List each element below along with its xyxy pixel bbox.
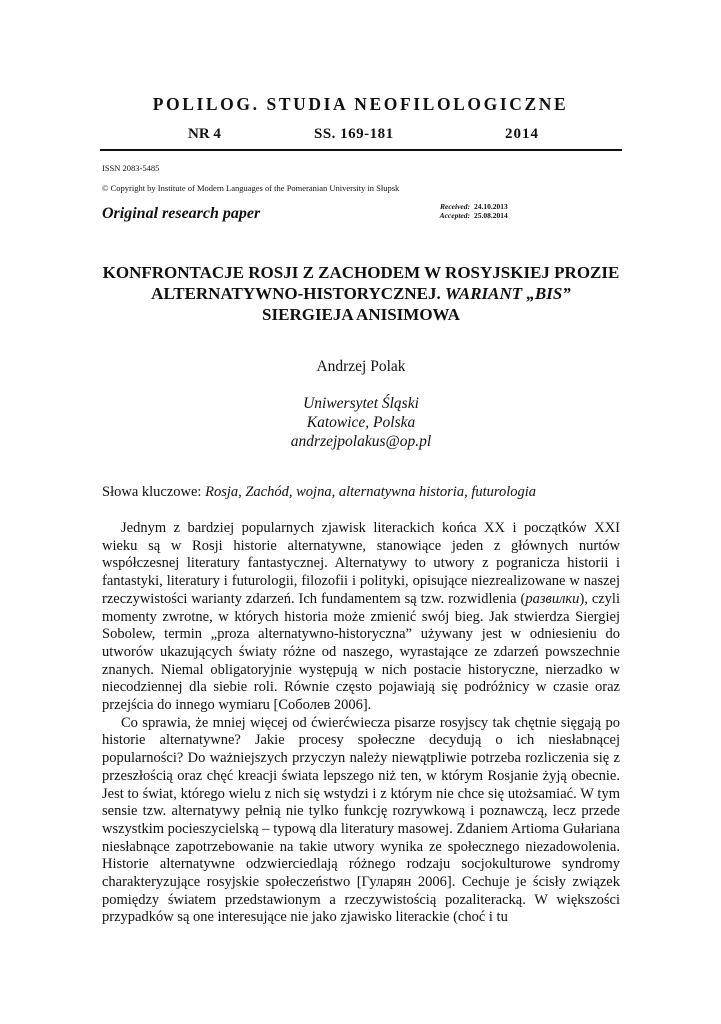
affiliation-university: Uniwersytet Śląski — [303, 395, 419, 412]
keywords — [102, 484, 536, 501]
copyright-notice: © Copyright by Institute of Modern Languages of the Pomeranian University in Słupsk — [102, 183, 400, 193]
affiliation — [100, 394, 622, 451]
paragraph-1-text-b: ), czyli momenty zwrotne, w których historia może zmienić swój bieg. Jak stwierdza Siergiej Sobolew, termin „proza alternatywno-historyczna” używany jest w odniesieniu do utworów ukazujących światy różne od naszego, wyrastające ze zdarzeń powszechnie znanych. Niemal obligatoryjnie występują w nich postacie historyczne, nierzadko w niecodziennej dla siebie roli. Równie często pojawiają się podróżnicy w czasie oraz przejścia do innego wymiaru [Соболев 2006]. — [102, 590, 620, 714]
title-part-1: KONFRONTACJE ROSJI Z ZACHODEM W ROSYJSKIEJ PROZIE ALTERNATYWNO-HISTORYCZNEJ. — [102, 263, 620, 303]
header-rule — [100, 149, 622, 151]
page-range: SS. 169-181 — [314, 126, 394, 142]
keywords-label: Słowa kluczowe: — [102, 484, 202, 500]
affiliation-email: andrzejpolakus@op.pl — [290, 433, 432, 450]
affiliation-city: Katowice, Polska — [306, 414, 416, 431]
issue-year: 2014 — [505, 126, 539, 142]
paragraph-1-russian-term: развилки — [525, 590, 580, 607]
accepted-date: 25.08.2014 — [474, 211, 508, 220]
author-name: Andrzej Polak — [316, 358, 406, 375]
paragraph-2: Co sprawia, że mniej więcej od ćwierćwiecza pisarze rosyjscy tak chętnie sięgają po historie alternatywne? Jakie procesy społeczne decydują o ich niesłabnącej popularności? Do ważniejszych przyczyn należy niewątpliwie potrzeba rozliczenia się z przeszłością oraz chęć kreacji świata lepszego niż ten, w którym Rosjanie żyją obecnie. Jest to świat, którego wielu z nich się wstydzi i z którym nie chce się utożsamiać. W tym sensie tzw. alternatywy pełnią nie tylko funkcję rozrywkową i poznawczą, lecz przede wszystkim pocieszycielską – typową dla literatury masowej. Zdaniem Artioma Gułariana niesłabnące zapotrzebowanie na takie utwory wynika ze społecznego niezadowolenia. Historie alternatywne odzwierciedlają różnego rodzaju socjokulturowe syndromy charakteryzujące rosyjskie społeczeństwo [Гуларян 2006]. Cechuje je ścisły związek pomiędzy światem przedstawionym a rzeczywistością pozaliteracką. W większości przypadków są one interesujące nie jako zjawisko literackie (choć i tu — [102, 714, 620, 926]
keywords-list: Rosja, Zachód, wojna, alternatywna historia, futurologia — [205, 484, 537, 500]
review-dates — [400, 202, 508, 220]
issn: ISSN 2083-5485 — [102, 163, 160, 173]
issue-number: NR 4 — [188, 126, 221, 142]
received-label: Received: — [440, 202, 470, 211]
accepted-label: Accepted: — [439, 211, 470, 220]
paper-type: Original research paper — [102, 205, 261, 222]
paragraph-1 — [102, 520, 620, 715]
article-body — [102, 520, 620, 927]
title-italic: WARIANT „BIS” — [445, 284, 571, 303]
journal-name: POLILOG. STUDIA NEOFILOLOGICZNE — [152, 94, 569, 114]
title-part-2: SIERGIEJA ANISIMOWA — [262, 305, 460, 324]
article-title — [100, 262, 622, 325]
received-date: 24.10.2013 — [474, 202, 508, 211]
paragraph-1-text-a: Jednym z bardziej popularnych zjawisk literackich końca XX i początków XXI wieku są w Rosji historie alternatywne, stanowiące jeden z głównych nurtów współczesnej literatury fantastycznej. Alternatywy to utwory z pogranicza historii i fantastyki, literatury i futurologii, filozofii i polityki, opisujące niezrealizowane w naszej rzeczywistości warianty zdarzeń. Ich fundamentem są tzw. rozwidlenia ( — [102, 520, 620, 607]
